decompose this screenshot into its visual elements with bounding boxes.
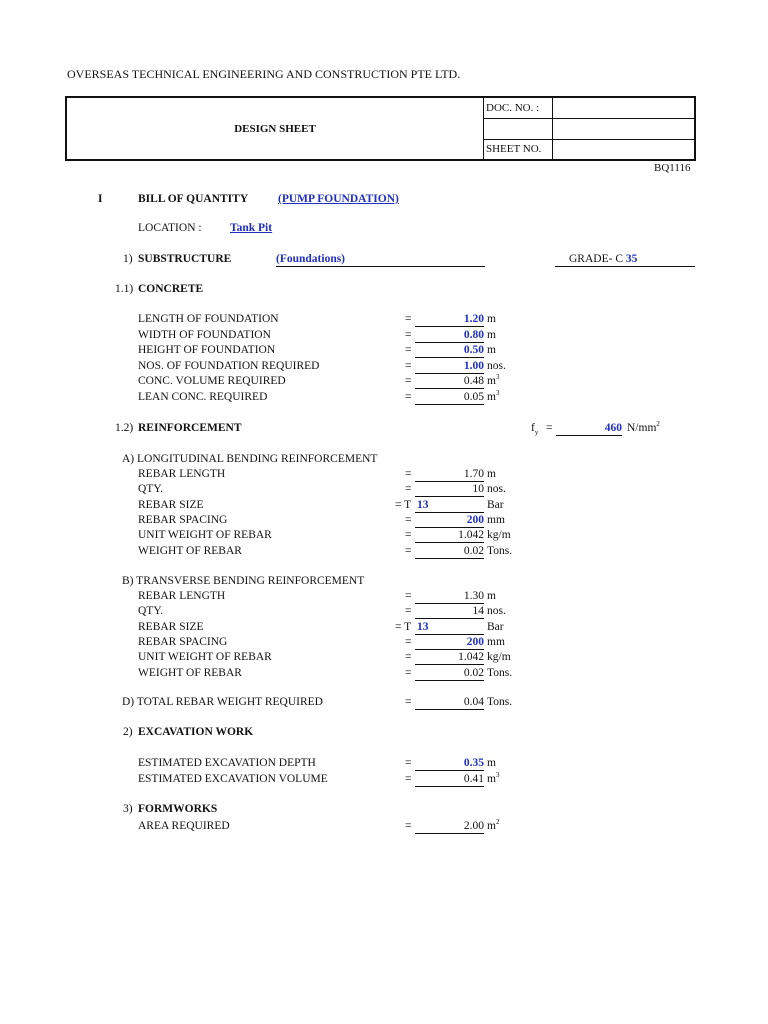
- row-equals: =: [405, 820, 412, 832]
- row-value: 1.042: [415, 650, 484, 665]
- row-equals: =: [405, 483, 412, 496]
- row-equals: =: [405, 468, 412, 480]
- row-equals: =: [405, 344, 412, 357]
- row-unit: [487, 343, 496, 357]
- row-equals: =: [405, 544, 412, 557]
- row-unit: [487, 482, 506, 496]
- row-equals: = T: [395, 498, 412, 511]
- grade-value: 35: [625, 253, 638, 265]
- row-value: 200: [415, 513, 484, 528]
- row-label: ESTIMATED EXCAVATION DEPTH: [138, 757, 316, 769]
- row-unit-text: m: [487, 375, 496, 388]
- row-unit-superscript: 3: [495, 373, 500, 382]
- row-value: 14: [415, 604, 484, 619]
- row-label: AREA REQUIRED: [138, 820, 230, 832]
- row-label: WEIGHT OF REBAR: [138, 666, 242, 679]
- row-unit: [487, 328, 496, 342]
- row-value: 200: [415, 635, 484, 650]
- row-value: 10: [415, 482, 484, 497]
- row-value: 0.02: [415, 666, 484, 681]
- row-unit: [487, 374, 499, 388]
- substructure-number: 1): [123, 253, 133, 265]
- row-unit-text: nos.: [487, 359, 506, 372]
- section-number: I: [98, 193, 103, 205]
- sheet-title: DESIGN SHEET: [66, 97, 484, 160]
- fy-value: 460: [556, 421, 622, 436]
- row-unit: [487, 819, 499, 833]
- substructure-note: (Foundations): [276, 252, 485, 267]
- row-equals: =: [405, 757, 412, 769]
- row-label: QTY.: [138, 605, 164, 618]
- grade-field: [555, 252, 695, 267]
- row-value: 1.042: [415, 528, 484, 543]
- row-label: REBAR SPACING: [138, 635, 228, 648]
- row-value: 1.00: [415, 359, 484, 374]
- row-equals: =: [405, 590, 412, 602]
- row-label: UNIT WEIGHT OF REBAR: [138, 651, 272, 664]
- substructure-title: SUBSTRUCTURE: [138, 253, 232, 265]
- row-label: WEIGHT OF REBAR: [138, 544, 242, 557]
- row-unit: [487, 312, 496, 326]
- row-unit-text: m: [487, 468, 496, 480]
- row-unit-superscript: 3: [495, 771, 500, 779]
- longitudinal-title: A) LONGITUDINAL BENDING REINFORCEMENT: [122, 453, 378, 465]
- total-rebar-value: 0.04: [415, 695, 484, 710]
- row-value: 1.30: [415, 589, 484, 604]
- row-unit-text: Tons.: [487, 544, 513, 557]
- row-equals: =: [405, 313, 412, 325]
- row-value: 2.00: [415, 819, 484, 834]
- row-unit-text: kg/m: [487, 651, 511, 664]
- header-table: [65, 96, 696, 161]
- row-equals: =: [405, 773, 412, 785]
- row-unit: [487, 467, 496, 481]
- row-label: CONC. VOLUME REQUIRED: [138, 375, 286, 388]
- row-unit-text: m: [487, 391, 496, 403]
- fy-symbol: $f_y$: [531, 422, 539, 437]
- row-label: REBAR SIZE: [138, 620, 204, 633]
- row-equals: =: [405, 529, 412, 542]
- row-unit-text: m: [487, 590, 496, 602]
- row-value: 0.48: [415, 374, 484, 389]
- total-rebar-unit: Tons.: [487, 696, 513, 708]
- excavation-title: EXCAVATION WORK: [138, 726, 254, 738]
- row-unit-text: m: [487, 773, 496, 785]
- row-unit: [487, 359, 506, 373]
- row-unit-text: mm: [487, 635, 505, 648]
- row-unit: [487, 666, 512, 680]
- row-unit: [487, 650, 511, 664]
- row-equals: =: [405, 391, 412, 403]
- row-unit-text: nos.: [487, 605, 506, 618]
- row-label: REBAR LENGTH: [138, 468, 226, 480]
- row-unit-superscript: 2: [495, 818, 500, 826]
- company-name: OVERSEAS TECHNICAL ENGINEERING AND CONSTRUCTION PTE LTD.: [67, 67, 461, 81]
- row-equals: =: [405, 635, 412, 648]
- row-value: 0.02: [415, 544, 484, 559]
- row-unit: [487, 772, 499, 786]
- reinforcement-number: 1.2): [115, 422, 134, 434]
- row-unit-text: Tons.: [487, 666, 513, 679]
- row-equals: =: [405, 513, 412, 526]
- row-unit-text: Bar: [487, 620, 504, 633]
- row-unit-text: m: [487, 820, 496, 832]
- total-rebar-label: D) TOTAL REBAR WEIGHT REQUIRED: [122, 696, 323, 708]
- formworks-number: 3): [123, 803, 133, 815]
- row-unit-text: Bar: [487, 498, 504, 511]
- row-label: UNIT WEIGHT OF REBAR: [138, 529, 272, 542]
- reinforcement-title: REINFORCEMENT: [138, 422, 242, 434]
- fy-equals: =: [546, 422, 553, 434]
- row-label: NOS. OF FOUNDATION REQUIRED: [138, 359, 320, 372]
- row-value: 0.80: [415, 328, 484, 343]
- row-value: 1.70: [415, 467, 484, 482]
- row-equals: =: [405, 605, 412, 618]
- row-equals: =: [405, 651, 412, 664]
- row-unit-text: nos.: [487, 483, 506, 496]
- row-unit: [487, 513, 505, 527]
- row-unit: [487, 390, 499, 404]
- row-label: REBAR LENGTH: [138, 590, 226, 602]
- doc-no-label: DOC. NO. :: [484, 97, 553, 118]
- row-value: 1.20: [415, 312, 484, 327]
- excavation-number: 2): [123, 726, 133, 738]
- row-equals: =: [405, 328, 412, 341]
- row-label: HEIGHT OF FOUNDATION: [138, 344, 276, 357]
- row-equals: =: [405, 375, 412, 388]
- row-unit: [487, 604, 506, 618]
- row-unit: [487, 620, 504, 634]
- header-blank-value: [553, 118, 696, 139]
- row-unit-text: m: [487, 313, 496, 325]
- location-value-link[interactable]: Tank Pit: [230, 222, 273, 234]
- row-unit-text: m: [487, 328, 496, 341]
- sheet-no-value: [553, 139, 696, 160]
- row-value: 13: [415, 498, 484, 513]
- concrete-title: CONCRETE: [138, 283, 204, 295]
- row-label: WIDTH OF FOUNDATION: [138, 328, 271, 341]
- transverse-title: B) TRANSVERSE BENDING REINFORCEMENT: [122, 575, 365, 587]
- grade-label: GRADE- C: [569, 253, 623, 265]
- row-label: REBAR SPACING: [138, 513, 228, 526]
- row-equals: =: [405, 666, 412, 679]
- total-rebar-equals: =: [405, 696, 412, 708]
- doc-no-value: [553, 97, 696, 118]
- row-unit: [487, 528, 511, 542]
- row-unit-text: m: [487, 757, 496, 769]
- row-unit-text: m: [487, 344, 496, 357]
- row-unit: [487, 498, 504, 512]
- header-blank-cell: [484, 118, 553, 139]
- document-ref: BQ1116: [654, 162, 691, 174]
- row-value: 0.50: [415, 343, 484, 358]
- concrete-number: 1.1): [115, 283, 134, 295]
- row-unit-text: mm: [487, 513, 505, 526]
- row-unit: [487, 635, 505, 649]
- row-label: LENGTH OF FOUNDATION: [138, 313, 279, 325]
- row-label: REBAR SIZE: [138, 498, 204, 511]
- row-unit-superscript: 3: [495, 389, 500, 397]
- row-label: QTY.: [138, 483, 164, 496]
- row-value: 0.05: [415, 390, 484, 405]
- section-title: BILL OF QUANTITY: [138, 193, 249, 205]
- row-label: ESTIMATED EXCAVATION VOLUME: [138, 773, 328, 785]
- row-value: 0.41: [415, 772, 484, 787]
- row-unit: [487, 589, 496, 603]
- row-unit-text: kg/m: [487, 529, 511, 542]
- row-value: 13: [415, 620, 484, 635]
- row-equals: = T: [395, 620, 412, 633]
- fy-unit: $N/mm^2$: [627, 420, 660, 434]
- section-subtitle-link[interactable]: (PUMP FOUNDATION): [278, 193, 399, 205]
- sheet-no-label: SHEET NO.: [484, 139, 553, 160]
- row-equals: =: [405, 359, 412, 372]
- location-label: LOCATION :: [138, 222, 202, 234]
- row-value: 0.35: [415, 756, 484, 771]
- formworks-title: FORMWORKS: [138, 803, 218, 815]
- row-unit: [487, 544, 512, 558]
- row-unit: [487, 756, 496, 770]
- row-label: LEAN CONC. REQUIRED: [138, 391, 268, 403]
